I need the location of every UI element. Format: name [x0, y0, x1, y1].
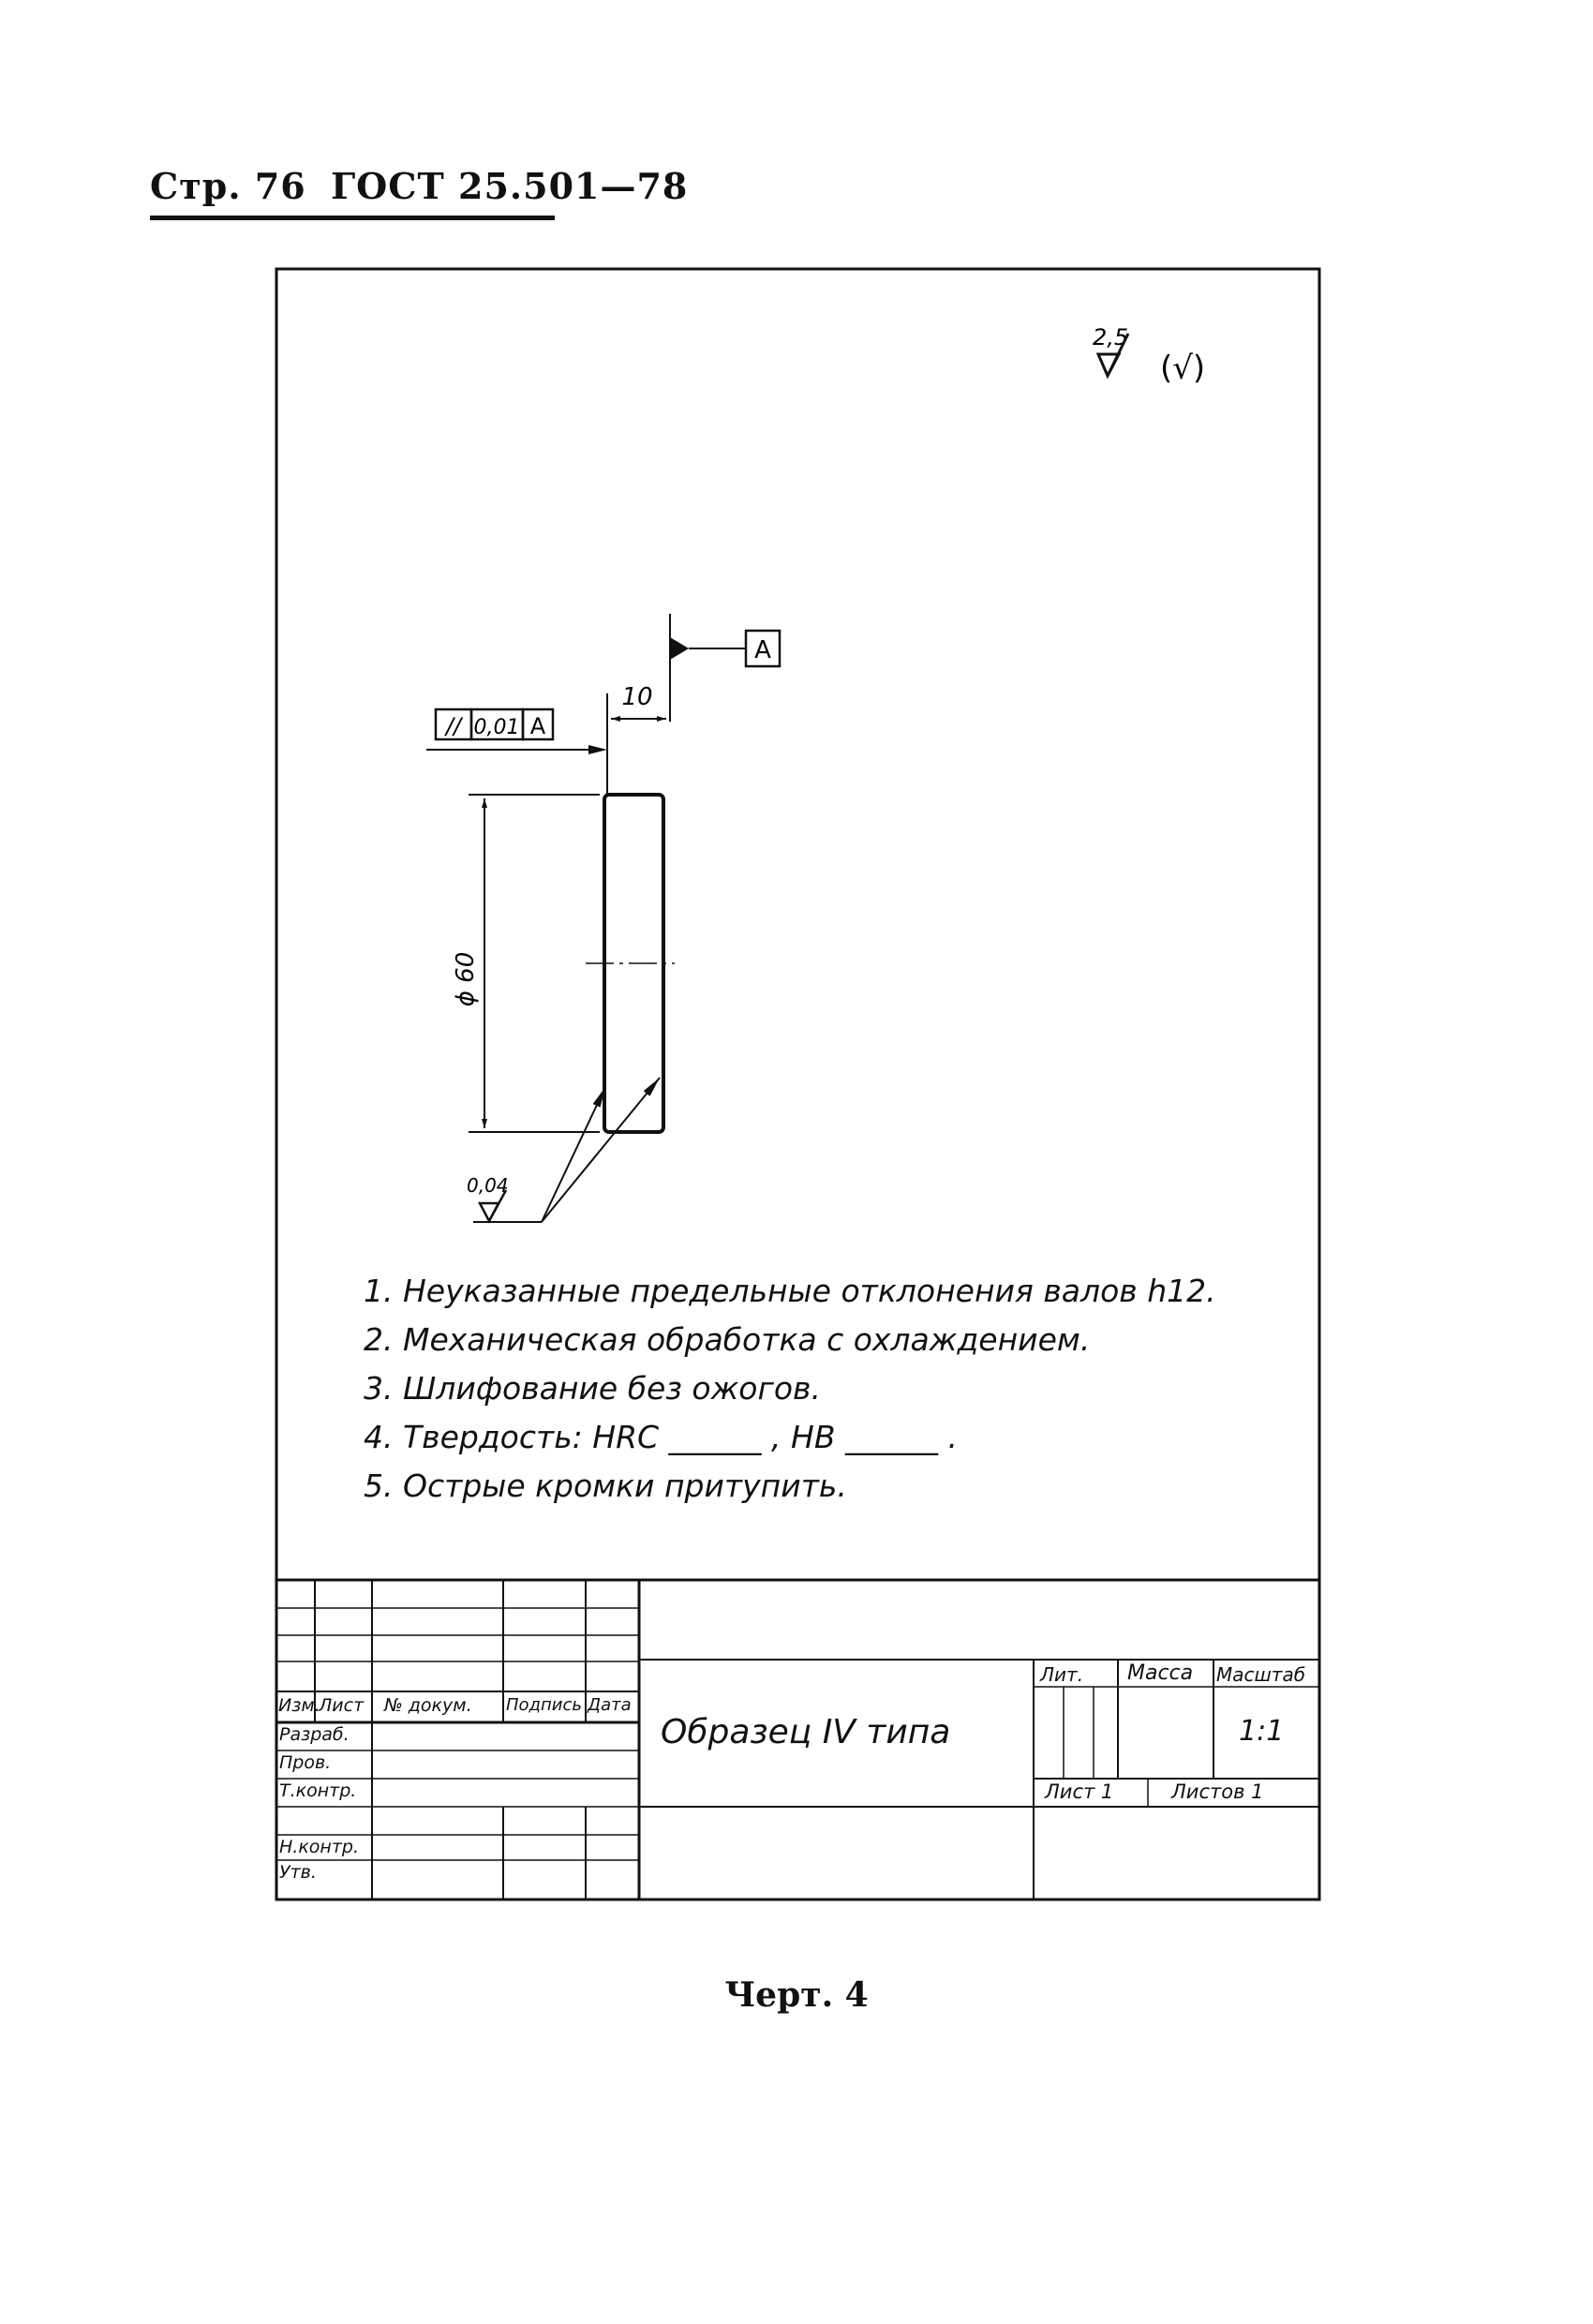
datum-a: [670, 614, 780, 722]
tolerance-value: 0,01: [473, 716, 520, 739]
lit-label: Лит.: [1040, 1663, 1084, 1686]
note-3: 3. Шлифование без ожогов.: [364, 1370, 821, 1407]
col-sign: Подпись: [506, 1695, 582, 1715]
row-utv: Утв.: [279, 1862, 317, 1883]
sheet-label: Лист 1: [1045, 1780, 1114, 1803]
note-4: 4. Твердость: HRC ______ , HB ______ .: [364, 1419, 958, 1455]
diameter-dimension-value: ϕ 60: [452, 951, 480, 1007]
tolerance-datum: A: [529, 713, 546, 739]
col-date: Дата: [588, 1695, 632, 1715]
row-nkontr: Н.контр.: [279, 1837, 360, 1857]
note-1: 1. Неуказанные предельные отклонения валов h12.: [364, 1273, 1216, 1309]
col-list: Лист: [319, 1695, 365, 1716]
row-tkontr: Т.контр.: [279, 1780, 357, 1801]
note-5: 5. Острые кромки притупить.: [364, 1467, 847, 1504]
width-dimension: [607, 683, 666, 797]
width-dimension-value: 10: [621, 683, 653, 711]
figure-caption: Черт. 4: [724, 1975, 869, 2015]
scale-label: Масштаб: [1216, 1663, 1306, 1686]
roughness-general: [1093, 324, 1205, 387]
col-izm: Изм.: [278, 1695, 320, 1716]
standard-number: ГОСТ 25.501—78: [330, 165, 689, 207]
datum-a-label: A: [754, 636, 771, 664]
roughness-general-value: 2,5: [1093, 324, 1129, 350]
scale-value: 1:1: [1239, 1715, 1285, 1748]
note-2: 2. Механическая обработка с охлаждением.: [364, 1321, 1091, 1358]
col-doc: № докум.: [384, 1695, 472, 1716]
row-razrab: Разраб.: [279, 1724, 350, 1745]
drawing-title: Образец IV типа: [661, 1713, 951, 1751]
roughness-edge: [467, 1078, 660, 1222]
sheets-label: Листов 1: [1171, 1780, 1264, 1803]
row-prov: Пров.: [279, 1752, 332, 1773]
diameter-dimension: [452, 795, 600, 1132]
roughness-general-mark: (√): [1160, 350, 1206, 387]
page-label: Стр. 76: [150, 165, 306, 207]
roughness-edge-value: 0,04: [467, 1174, 509, 1197]
tolerance-symbol: //: [445, 713, 462, 739]
mass-label: Масса: [1127, 1661, 1194, 1685]
tolerance-frame: [426, 709, 607, 754]
drawing-frame: [276, 269, 1319, 1899]
